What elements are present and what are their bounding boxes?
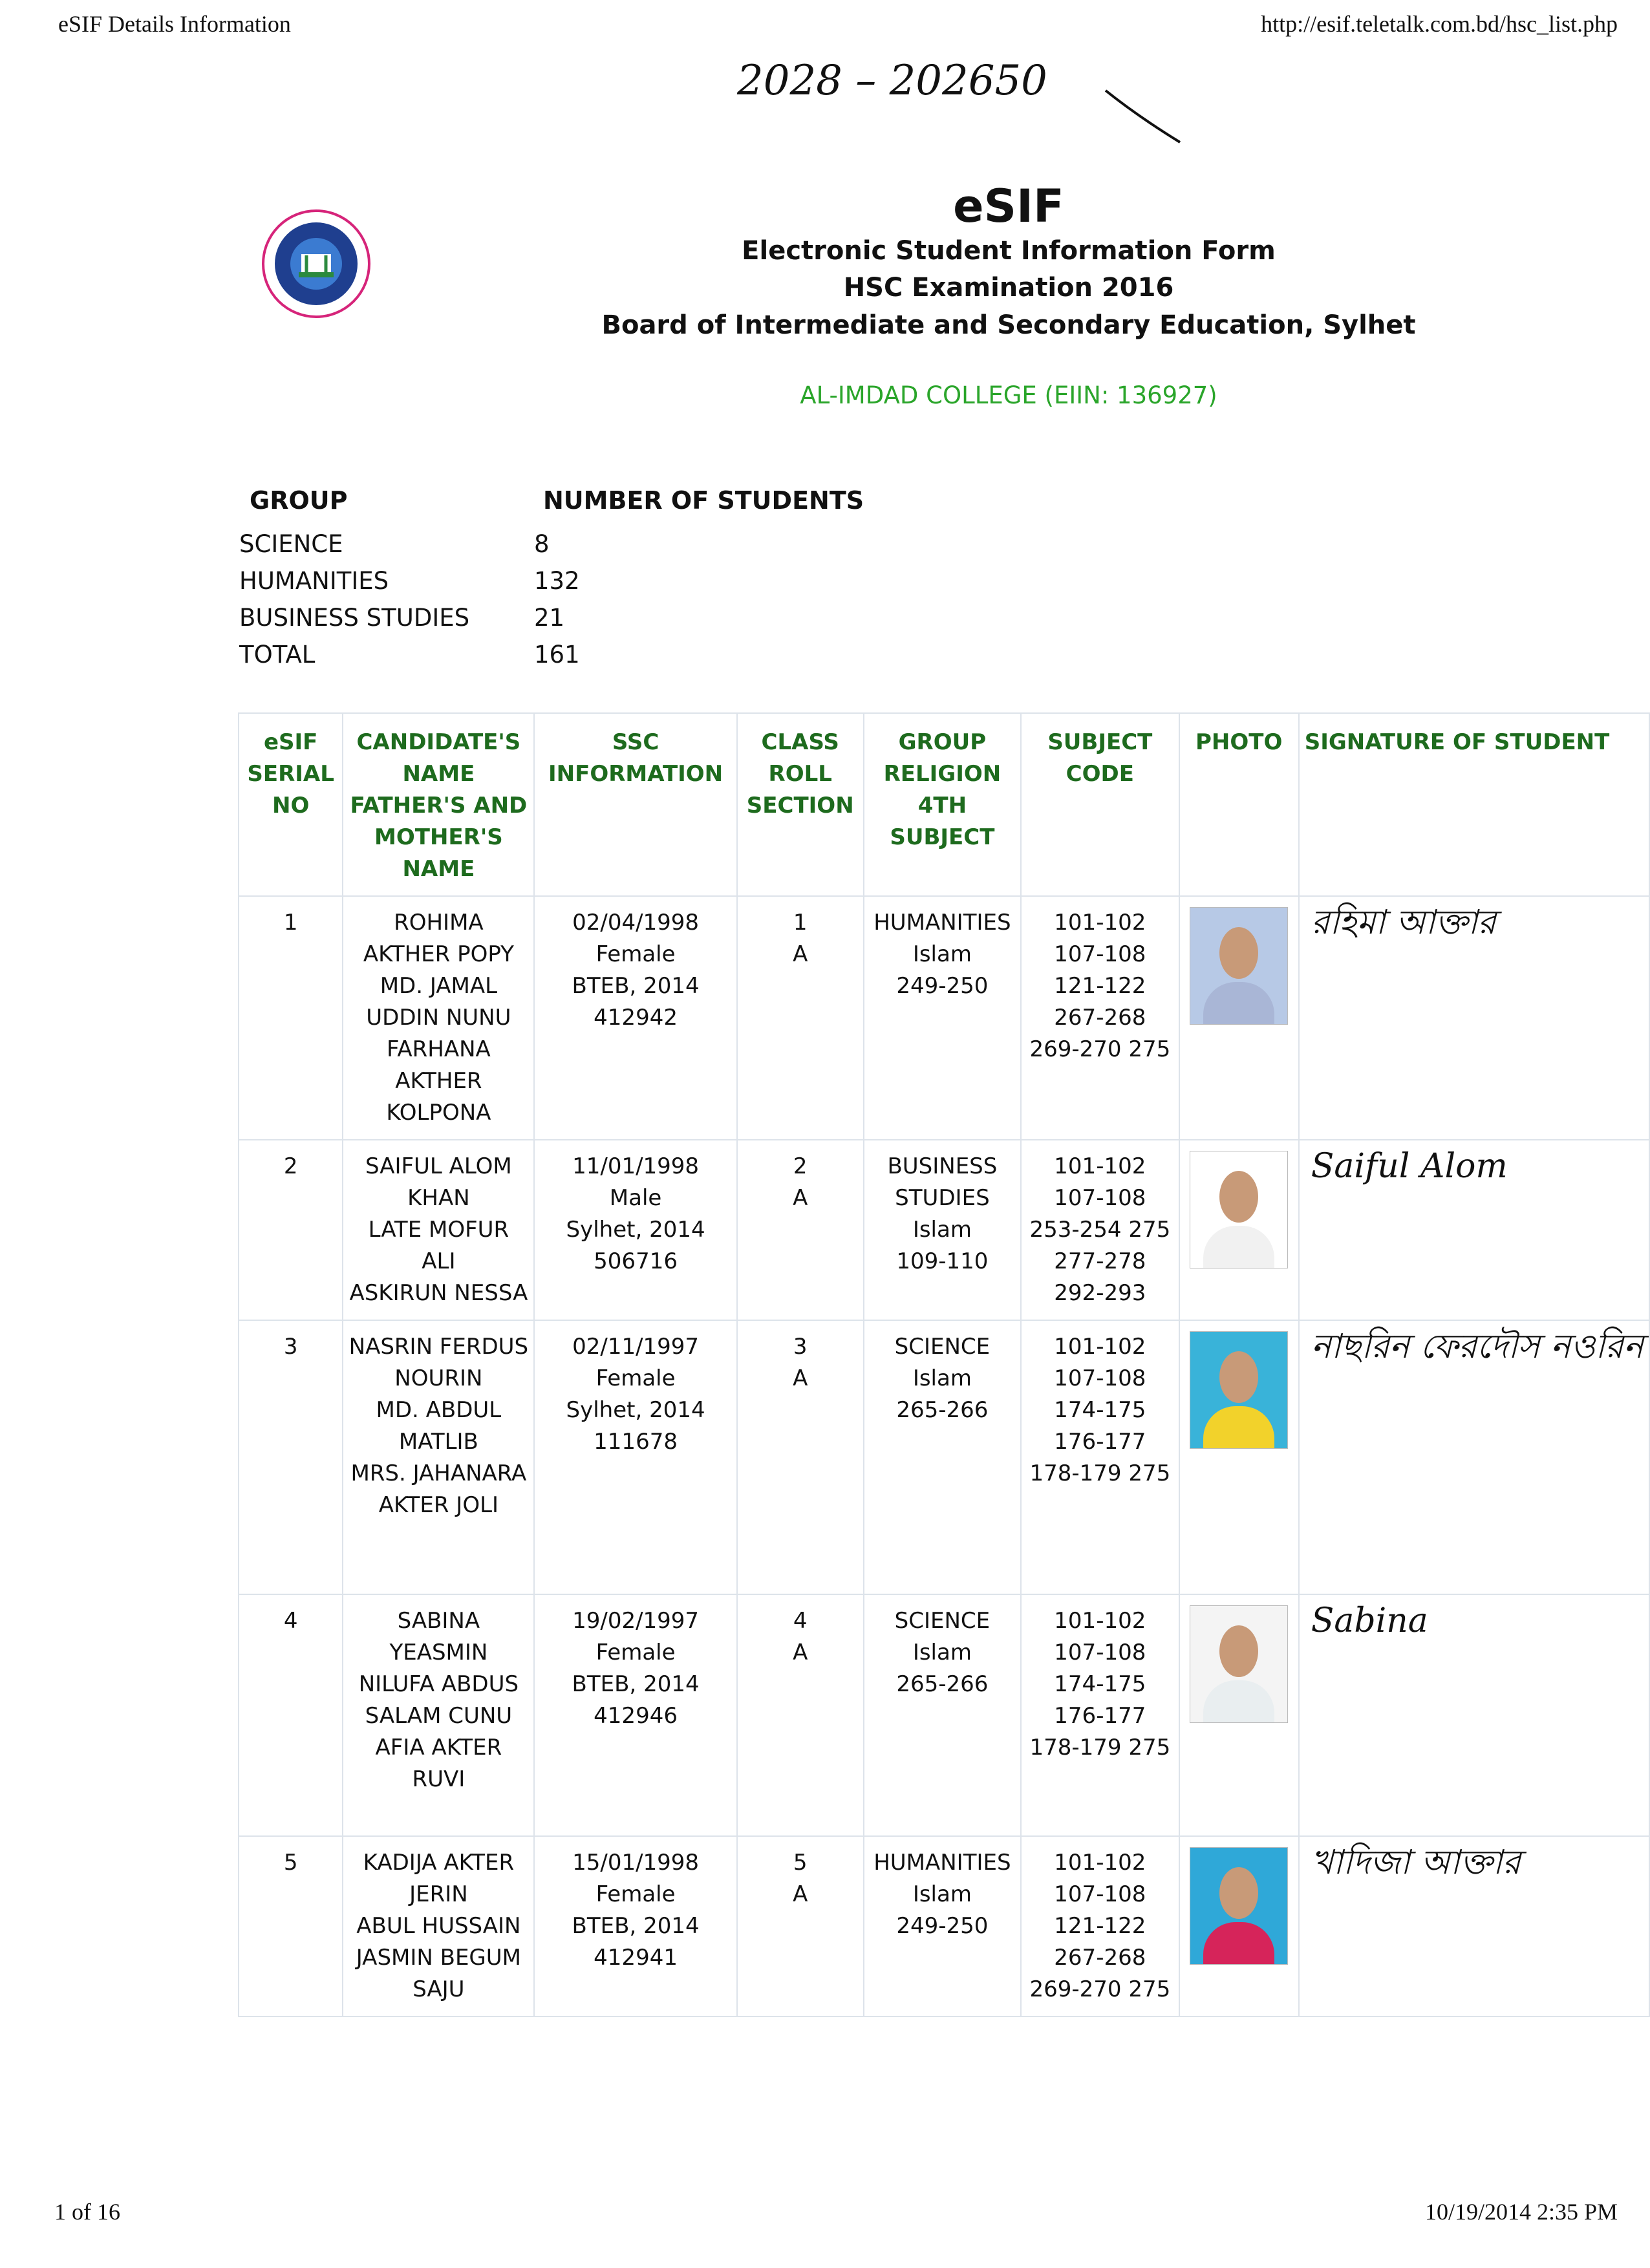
serial-cell	[239, 1836, 343, 2017]
group: BUSINESS STUDIES	[887, 1153, 998, 1211]
subject-cell	[1021, 1594, 1179, 1836]
serial-cell	[239, 1140, 343, 1320]
subject-code: 267-268	[1054, 1945, 1146, 1971]
college-name: AL-IMDAD COLLEGE (EIIN: 136927)	[800, 381, 1217, 409]
subject-code: 178-179 275	[1029, 1460, 1171, 1486]
group: HUMANITIES	[873, 1850, 1011, 1876]
mother-name: ASKIRUN NESSA	[349, 1280, 528, 1306]
summary-count: 132	[534, 567, 580, 595]
table-row	[239, 1320, 1649, 1594]
summary-group: TOTAL	[239, 641, 316, 669]
photo-cell	[1179, 1320, 1299, 1594]
ssc-roll: 412942	[594, 1005, 678, 1031]
serial-no: 1	[283, 910, 298, 936]
group-cell	[864, 1594, 1021, 1836]
print-timestamp: 10/19/2014 2:35 PM	[1424, 2199, 1618, 2225]
subject-code: 176-177	[1054, 1703, 1146, 1729]
date-of-birth: 02/04/1998	[572, 910, 700, 936]
summary-group-header: GROUP	[250, 486, 348, 515]
photo-clothing	[1203, 1680, 1274, 1722]
subject-code: 292-293	[1054, 1280, 1146, 1306]
subject-code: 277-278	[1054, 1248, 1146, 1274]
father-name: NILUFA ABDUS SALAM CUNU	[358, 1671, 519, 1729]
form-subtitle: Electronic Student Information Form	[742, 236, 1276, 266]
student-photo	[1190, 907, 1288, 1025]
ssc-board-year: Sylhet, 2014	[566, 1397, 705, 1423]
subject-code: 107-108	[1054, 941, 1146, 967]
summary-count-header: NUMBER OF STUDENTS	[543, 486, 864, 515]
ssc-cell	[534, 1320, 736, 1594]
section: A	[793, 1365, 808, 1391]
summary-count: 8	[534, 530, 550, 558]
religion: Islam	[912, 941, 972, 967]
page-title: eSIF Details Information	[58, 11, 291, 37]
ssc-board-year: BTEB, 2014	[572, 1671, 700, 1697]
name-cell	[343, 1594, 534, 1836]
ssc-roll: 506716	[594, 1248, 678, 1274]
signature-cell	[1299, 1140, 1649, 1320]
candidate-name: SABINA YEASMIN	[389, 1608, 488, 1665]
mother-name: MRS. JAHANARA AKTER JOLI	[350, 1460, 527, 1518]
serial-cell	[239, 896, 343, 1140]
class-roll: 4	[793, 1608, 808, 1634]
photo-face	[1219, 1351, 1258, 1403]
signature-cell	[1299, 1836, 1649, 2017]
ssc-roll: 412946	[594, 1703, 678, 1729]
group-cell	[864, 1140, 1021, 1320]
photo-face	[1219, 1171, 1258, 1223]
col-subject-header: SUBJECT CODE	[1021, 713, 1179, 896]
page-url[interactable]: http://esif.teletalk.com.bd/hsc_list.php	[1261, 11, 1618, 37]
class-cell	[737, 1836, 864, 2017]
gender: Female	[595, 1640, 676, 1665]
subject-code: 107-108	[1054, 1365, 1146, 1391]
table-row	[239, 1836, 1649, 2017]
form-title: eSIF	[953, 180, 1064, 233]
subject-cell	[1021, 1320, 1179, 1594]
group: SCIENCE	[894, 1608, 991, 1634]
table-row	[239, 896, 1649, 1140]
section: A	[793, 941, 808, 967]
subject-code: 101-102	[1054, 1153, 1146, 1179]
photo-cell	[1179, 1594, 1299, 1836]
col-signature-header: SIGNATURE OF STUDENT	[1299, 713, 1649, 896]
group: SCIENCE	[894, 1334, 991, 1360]
page-counter: 1 of 16	[54, 2199, 120, 2225]
student-photo	[1190, 1605, 1288, 1723]
subject-code: 101-102	[1054, 1334, 1146, 1360]
class-roll: 3	[793, 1334, 808, 1360]
fourth-subject: 249-250	[896, 973, 989, 999]
group-cell	[864, 896, 1021, 1140]
section: A	[793, 1881, 808, 1907]
name-cell	[343, 1836, 534, 2017]
student-table	[238, 712, 1650, 2017]
subject-code: 101-102	[1054, 910, 1146, 936]
col-photo-header: PHOTO	[1179, 713, 1299, 896]
handwritten-stroke	[1099, 78, 1190, 149]
group: HUMANITIES	[873, 910, 1011, 936]
subject-code: 107-108	[1054, 1881, 1146, 1907]
subject-code: 107-108	[1054, 1185, 1146, 1211]
class-roll: 1	[793, 910, 808, 936]
photo-clothing	[1203, 1406, 1274, 1448]
photo-face	[1219, 1867, 1258, 1919]
summary-group: HUMANITIES	[239, 567, 389, 595]
photo-cell	[1179, 1836, 1299, 2017]
religion: Islam	[912, 1217, 972, 1243]
subject-code: 107-108	[1054, 1640, 1146, 1665]
group-cell	[864, 1320, 1021, 1594]
board-name: Board of Intermediate and Secondary Education, Sylhet	[601, 310, 1416, 340]
name-cell	[343, 1320, 534, 1594]
subject-code: 269-270 275	[1029, 1036, 1171, 1062]
serial-cell	[239, 1594, 343, 1836]
subject-code: 121-122	[1054, 1913, 1146, 1939]
subject-code: 269-270 275	[1029, 1976, 1171, 2002]
col-serial-header: eSIF SERIAL NO	[239, 713, 343, 896]
date-of-birth: 02/11/1997	[572, 1334, 700, 1360]
serial-cell	[239, 1320, 343, 1594]
father-name: LATE MOFUR ALI	[368, 1217, 509, 1274]
summary-count: 21	[534, 604, 565, 632]
subject-code: 178-179 275	[1029, 1735, 1171, 1760]
subject-cell	[1021, 1836, 1179, 2017]
date-of-birth: 19/02/1997	[572, 1608, 700, 1634]
student-signature: Saiful Alom	[1311, 1147, 1508, 1186]
col-class-header: CLASS ROLL SECTION	[737, 713, 864, 896]
ssc-board-year: BTEB, 2014	[572, 973, 700, 999]
summary-count: 161	[534, 641, 580, 669]
ssc-board-year: BTEB, 2014	[572, 1913, 700, 1939]
col-group-header: GROUP RELIGION 4TH SUBJECT	[864, 713, 1021, 896]
signature-cell	[1299, 1594, 1649, 1836]
photo-cell	[1179, 1140, 1299, 1320]
student-photo	[1190, 1151, 1288, 1268]
date-of-birth: 11/01/1998	[572, 1153, 700, 1179]
fourth-subject: 265-266	[896, 1397, 989, 1423]
summary-group: SCIENCE	[239, 530, 343, 558]
serial-no: 3	[283, 1334, 298, 1360]
summary-group: BUSINESS STUDIES	[239, 604, 470, 632]
candidate-name: ROHIMA AKTHER POPY	[363, 910, 514, 967]
student-signature: খাদিজা আক্তার	[1311, 1843, 1521, 1882]
student-photo	[1190, 1847, 1288, 1965]
subject-code: 176-177	[1054, 1429, 1146, 1455]
photo-face	[1219, 927, 1258, 979]
signature-cell	[1299, 1320, 1649, 1594]
table-row	[239, 1594, 1649, 1836]
subject-code: 101-102	[1054, 1850, 1146, 1876]
class-cell	[737, 896, 864, 1140]
subject-code: 267-268	[1054, 1005, 1146, 1031]
subject-code: 253-254 275	[1029, 1217, 1171, 1243]
father-name: ABUL HUSSAIN	[356, 1913, 521, 1939]
ssc-cell	[534, 896, 736, 1140]
class-cell	[737, 1594, 864, 1836]
father-name: MD. JAMAL UDDIN NUNU	[366, 973, 511, 1031]
gender: Male	[609, 1185, 662, 1211]
exam-name: HSC Examination 2016	[843, 273, 1174, 303]
subject-code: 101-102	[1054, 1608, 1146, 1634]
religion: Islam	[912, 1881, 972, 1907]
candidate-name: SAIFUL ALOM KHAN	[365, 1153, 512, 1211]
table-row	[239, 1140, 1649, 1320]
ssc-cell	[534, 1140, 736, 1320]
photo-face	[1219, 1625, 1258, 1677]
ssc-cell	[534, 1836, 736, 2017]
gender: Female	[595, 941, 676, 967]
ssc-roll: 111678	[594, 1429, 678, 1455]
col-ssc-header: SSC INFORMATION	[534, 713, 736, 896]
class-cell	[737, 1140, 864, 1320]
student-signature: রহিমা আক্তার	[1311, 903, 1496, 942]
serial-no: 4	[283, 1608, 298, 1634]
fourth-subject: 249-250	[896, 1913, 989, 1939]
signature-cell	[1299, 896, 1649, 1140]
col-name-header: CANDIDATE'S NAME FATHER'S AND MOTHER'S NAME	[343, 713, 534, 896]
class-roll: 5	[793, 1850, 808, 1876]
gender: Female	[595, 1365, 676, 1391]
name-cell	[343, 896, 534, 1140]
mother-name: FARHANA AKTHER KOLPONA	[386, 1036, 491, 1126]
photo-clothing	[1203, 1226, 1274, 1268]
photo-clothing	[1203, 1922, 1274, 1964]
ssc-board-year: Sylhet, 2014	[566, 1217, 705, 1243]
candidate-name: KADIJA AKTER JERIN	[363, 1850, 515, 1907]
mother-name: AFIA AKTER RUVI	[375, 1735, 502, 1792]
class-cell	[737, 1320, 864, 1594]
ssc-roll: 412941	[594, 1945, 678, 1971]
name-cell	[343, 1140, 534, 1320]
serial-no: 5	[283, 1850, 298, 1876]
subject-code: 174-175	[1054, 1397, 1146, 1423]
ssc-cell	[534, 1594, 736, 1836]
fourth-subject: 109-110	[896, 1248, 989, 1274]
student-signature: Sabina	[1311, 1601, 1428, 1640]
group-cell	[864, 1836, 1021, 2017]
student-photo	[1190, 1331, 1288, 1449]
section: A	[793, 1185, 808, 1211]
subject-cell	[1021, 1140, 1179, 1320]
religion: Islam	[912, 1640, 972, 1665]
subject-code: 174-175	[1054, 1671, 1146, 1697]
serial-no: 2	[283, 1153, 298, 1179]
fourth-subject: 265-266	[896, 1671, 989, 1697]
candidate-name: NASRIN FERDUS NOURIN	[348, 1334, 529, 1391]
gender: Female	[595, 1881, 676, 1907]
father-name: MD. ABDUL MATLIB	[376, 1397, 502, 1455]
mother-name: JASMIN BEGUM SAJU	[356, 1945, 521, 2002]
subject-cell	[1021, 896, 1179, 1140]
student-signature: নাছরিন ফেরদৌস নওরিন	[1311, 1327, 1644, 1366]
religion: Islam	[912, 1365, 972, 1391]
photo-clothing	[1203, 982, 1274, 1024]
subject-code: 121-122	[1054, 973, 1146, 999]
section: A	[793, 1640, 808, 1665]
date-of-birth: 15/01/1998	[572, 1850, 700, 1876]
class-roll: 2	[793, 1153, 808, 1179]
photo-cell	[1179, 896, 1299, 1140]
handwritten-note: 2028 – 202650	[737, 57, 1047, 105]
